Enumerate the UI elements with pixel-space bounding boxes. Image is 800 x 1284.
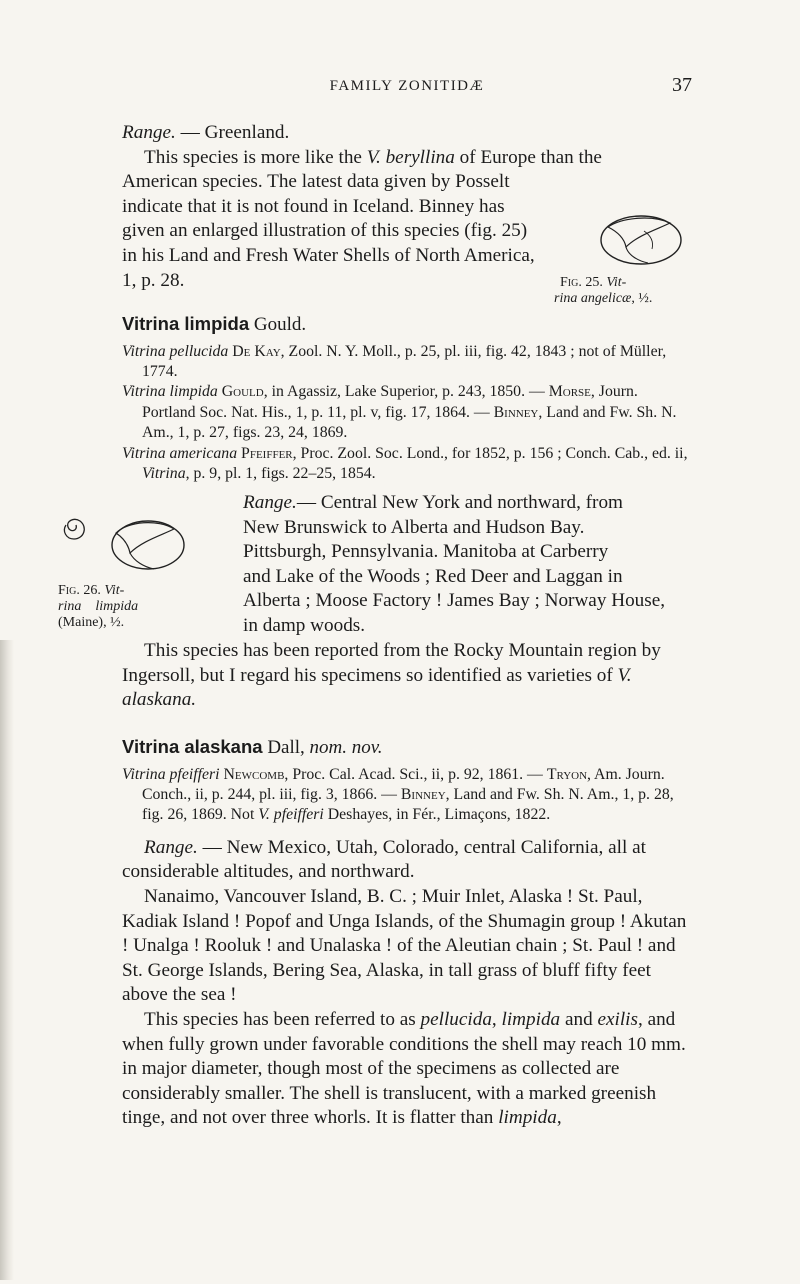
synonym-entry bbox=[122, 444, 692, 485]
intro-text: of Europe than the bbox=[454, 146, 602, 168]
species-name: limpida bbox=[498, 1107, 557, 1129]
synonym-author: Tryon bbox=[546, 765, 588, 783]
intro-text: indicate that it is not found in Iceland. Binney has bbox=[122, 195, 505, 217]
intro-text: This species is more like the bbox=[144, 146, 367, 168]
range-text: — Greenland. bbox=[175, 122, 290, 143]
limpida-note bbox=[122, 639, 692, 713]
running-header bbox=[122, 76, 692, 100]
running-title: FAMILY ZONITIDÆ bbox=[329, 78, 485, 94]
intro-text: American species. The latest data given by Posselt bbox=[122, 171, 510, 193]
synonym-name: Vitrina bbox=[142, 465, 186, 483]
synonym-citation: Deshayes, in Fér., Limaçons, 1822. bbox=[323, 806, 551, 824]
description-text: , bbox=[556, 1107, 562, 1129]
figure-genus: Vit- bbox=[104, 583, 125, 598]
synonym-entry bbox=[122, 765, 692, 826]
range-text: — Central New York and northward, from bbox=[296, 492, 623, 513]
range-text: New Brunswick to Alberta and Hudson Bay. bbox=[243, 516, 585, 538]
nomenclature-note: nom. nov. bbox=[309, 737, 383, 758]
species-heading bbox=[122, 312, 692, 338]
synonym-citation: , in Agassiz, Lake Superior, p. 243, 1850. — bbox=[263, 383, 549, 401]
species-name: V. alaskana. bbox=[122, 664, 632, 711]
description-text: , bbox=[491, 1008, 502, 1030]
synonym-name: Vitrina pellucida bbox=[122, 342, 229, 360]
range-text: — New Mexico, Utah, Colorado, central California, all at considerable altitudes, and northward. bbox=[122, 836, 646, 883]
synonym-citation: , Land and Fw. Sh. N. Am., 1, p. 27, figs. 23, 24, 1869. bbox=[142, 403, 677, 442]
note-text: This species has been reported from the Rocky Mountain region by Ingersoll, but I regard his specimens so identified as varieties of bbox=[122, 640, 661, 686]
figure-scale: , ½. bbox=[631, 291, 653, 306]
synonym-citation: , Zool. N. Y. Moll., p. 25, pl. iii, fig. 42, 1843 ; not of Müller, 1774. bbox=[142, 342, 667, 380]
intro-text: 1, p. 28. bbox=[122, 269, 185, 291]
intro-text: in his Land and Fresh Water Shells of North America, bbox=[122, 244, 535, 266]
synonym-name: V. pfeifferi bbox=[258, 806, 324, 824]
range-text: Pittsburgh, Pennsylvania. Manitoba at Carberry bbox=[243, 541, 609, 563]
figure-label: Fig. 25. bbox=[560, 275, 603, 290]
synonym-name: Vitrina pfeifferi bbox=[122, 765, 220, 783]
alaskana-section bbox=[122, 735, 692, 1131]
figure-caption: (Maine), ½. bbox=[58, 615, 125, 630]
figure-26 bbox=[58, 513, 238, 631]
synonym-citation: , p. 9, pl. 1, figs. 22–25, 1854. bbox=[185, 465, 376, 483]
range-label: Range. bbox=[144, 836, 198, 858]
range-label: Range. bbox=[243, 492, 297, 513]
synonym-author: Binney bbox=[400, 786, 446, 803]
range-text: in damp woods. bbox=[243, 614, 366, 636]
figure-caption: rina bbox=[58, 599, 82, 614]
range-label: Range. bbox=[122, 122, 176, 143]
species-name: limpida bbox=[501, 1008, 561, 1030]
species-name: V. beryllina bbox=[366, 146, 455, 168]
synonym-author: Newcomb bbox=[219, 765, 285, 783]
description-text: and bbox=[560, 1008, 598, 1030]
range-text: and Lake of the Woods ; Red Deer and Laggan in bbox=[243, 565, 623, 587]
figure-25 bbox=[554, 213, 700, 307]
range-text: Alberta ; Moose Factory ! James Bay ; Norway House, bbox=[243, 590, 666, 612]
figure-genus: Vit- bbox=[606, 275, 627, 290]
limpida-section bbox=[122, 312, 692, 484]
localities-text: Nanaimo, Vancouver Island, B. C. ; Muir Inlet, Alaska ! St. Paul, Kadiak Island ! Popof and Unga Islands, of the Shumagin group ! Akutan ! Unalga ! Rooluk ! and Unalaska ! of the Aleutian chain ; St. Paul ! and St. George Islands, Bering Sea, Alaska, in tall grass of bluff fifty feet above the sea ! bbox=[122, 886, 687, 1006]
page-number: 37 bbox=[672, 74, 692, 96]
synonym-author: Morse bbox=[548, 383, 591, 401]
synonym-citation: , Journ. Portland Soc. Nat. His., 1, p. 11, pl. v, fig. 17, 1864. — bbox=[142, 383, 638, 421]
figure-label: Fig. 26. bbox=[58, 583, 101, 598]
species-heading-author: Gould. bbox=[249, 314, 307, 335]
synonym-author: De Kay bbox=[228, 342, 281, 360]
synonym-author: Pfeiffer bbox=[237, 444, 293, 462]
shell-illustration-26 bbox=[58, 513, 188, 575]
description-text: , and when fully grown under favorable conditions the shell may reach 10 mm. in major diameter, though most of the specimens as collected are considerably smaller. The shell is translucent, with a marked greenish tinge, and not over three whorls. It is flatter than bbox=[122, 1008, 686, 1129]
synonym-author: Gould bbox=[217, 383, 264, 401]
synonym-name: Vitrina limpida bbox=[122, 383, 218, 401]
synonym-entry bbox=[122, 342, 692, 383]
synonym-citation: , Am. Journ. Conch., ii, p. 244, pl. iii, fig. 3, 1866. — bbox=[142, 765, 665, 803]
species-heading-name: Vitrina alaskana bbox=[122, 736, 263, 757]
synonym-citation: , Land and Fw. Sh. N. Am., 1, p. 28, fig. 26, 1869. Not bbox=[142, 786, 674, 824]
synonym-name: Vitrina americana bbox=[122, 444, 238, 462]
species-heading bbox=[122, 735, 692, 761]
shell-illustration-25 bbox=[598, 213, 684, 267]
figure-caption: limpida bbox=[95, 599, 139, 614]
species-heading-name: Vitrina limpida bbox=[122, 313, 250, 334]
figure-caption: rina angelicæ bbox=[554, 291, 632, 306]
synonym-entry bbox=[122, 382, 692, 443]
description-text: This species has been referred to as bbox=[144, 1008, 421, 1030]
species-name: pellucida bbox=[420, 1008, 492, 1030]
species-heading-author: Dall, bbox=[262, 737, 310, 758]
limpida-range bbox=[243, 491, 692, 639]
species-name: exilis bbox=[597, 1008, 638, 1030]
intro-text: given an enlarged illustration of this species (fig. 25) bbox=[122, 220, 528, 242]
synonym-citation: , Proc. Zool. Soc. Lond., for 1852, p. 156 ; Conch. Cab., ed. ii, bbox=[292, 444, 688, 462]
synonym-citation: , Proc. Cal. Acad. Sci., ii, p. 92, 1861. — bbox=[284, 765, 547, 783]
synonym-author: Binney bbox=[493, 403, 539, 421]
book-binding-shadow bbox=[0, 640, 14, 1280]
